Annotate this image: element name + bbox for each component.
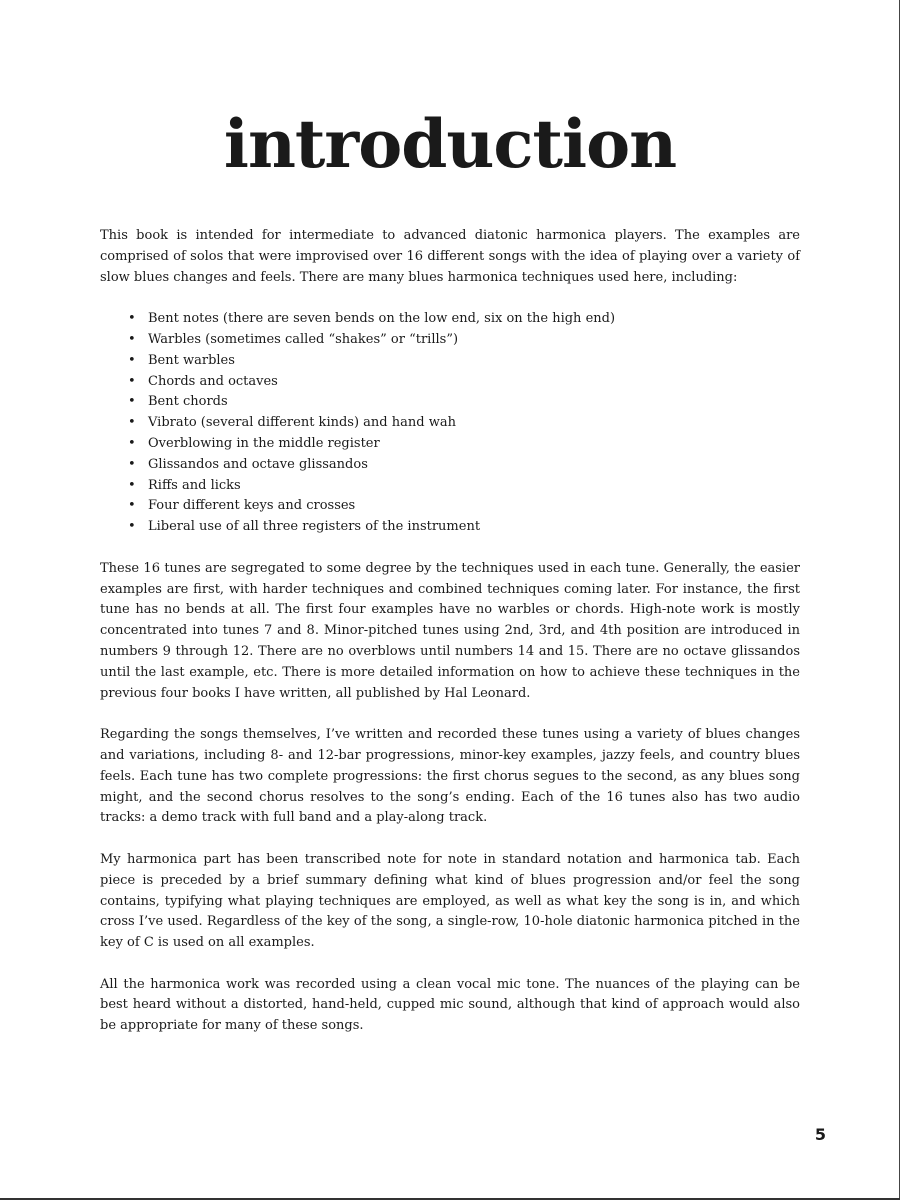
page-title: introduction bbox=[223, 105, 677, 183]
paragraph-transcription: My harmonica part has been transcribed note for note in standard notation and harmonica tab. Each piece is preceded by a brief summary defining what kind of blues progression and/or feel the song contains, typifying what playing techniques are employed, as well as what key the song is in, and which cross I’ve used. Regardless of the key of the song, a single-row, 10-hole diatonic harmonica pitched in the key of C is used on all examples. bbox=[100, 851, 800, 951]
body-text bbox=[100, 226, 800, 1058]
list-item: • Vibrato (several different kinds) and hand wah bbox=[128, 413, 800, 434]
list-item: • Chords and octaves bbox=[128, 372, 800, 393]
paragraph-songs: Regarding the songs themselves, I’ve written and recorded these tunes using a variety of blues changes and variations, including 8- and 12-bar progressions, minor-key examples, jazzy feels, and country blues feels. Each tune has two complete progressions: the first chorus segues to the second, as any blues song might, and the second chorus resolves to the song’s ending. Each of the 16 tunes also has two audio tracks: a demo track with full band and a play-along track. bbox=[100, 727, 800, 826]
page-number: 5 bbox=[814, 1125, 826, 1144]
list-item: • Riffs and licks bbox=[128, 476, 800, 497]
list-item: • Liberal use of all three registers of the instrument bbox=[128, 517, 800, 538]
list-item: • Warbles (sometimes called “shakes” or “trills”) bbox=[128, 330, 800, 351]
list-item: • Bent warbles bbox=[128, 351, 800, 372]
list-item: • Bent chords bbox=[128, 392, 800, 413]
list-item: • Bent notes (there are seven bends on the low end, six on the high end) bbox=[128, 309, 800, 330]
list-item: • Glissandos and octave glissandos bbox=[128, 455, 800, 476]
intro-paragraph: This book is intended for intermediate to advanced diatonic harmonica players. The examples are comprised of solos that were improvised over 16 different songs with the idea of playing over a variety of slow blues changes and feels. There are many blues harmonica techniques used here, including: bbox=[100, 228, 800, 285]
list-item: • Overblowing in the middle register bbox=[128, 434, 800, 455]
list-item: • Four different keys and crosses bbox=[128, 496, 800, 517]
paragraph-recording: All the harmonica work was recorded using a clean vocal mic tone. The nuances of the playing can be best heard without a distorted, hand-held, cupped mic sound, although that kind of approach would also be appropriate for many of these songs. bbox=[100, 976, 800, 1034]
paragraph-tune-order: These 16 tunes are segregated to some degree by the techniques used in each tune. Generally, the easier examples are first, with harder techniques and combined techniques coming later. For instance, the first tune has no bends at all. The first four examples have no warbles or chords. High-note work is mostly concentrated into tunes 7 and 8. Minor-pitched tunes using 2nd, 3rd, and 4th position are introduced in numbers 9 through 12. There are no overblows until numbers 14 and 15. There are no octave glissandos until the last example, etc. There is more detailed information on how to achieve these techniques in the previous four books I have written, all published by Hal Leonard. bbox=[100, 560, 800, 701]
techniques-list bbox=[100, 309, 800, 538]
